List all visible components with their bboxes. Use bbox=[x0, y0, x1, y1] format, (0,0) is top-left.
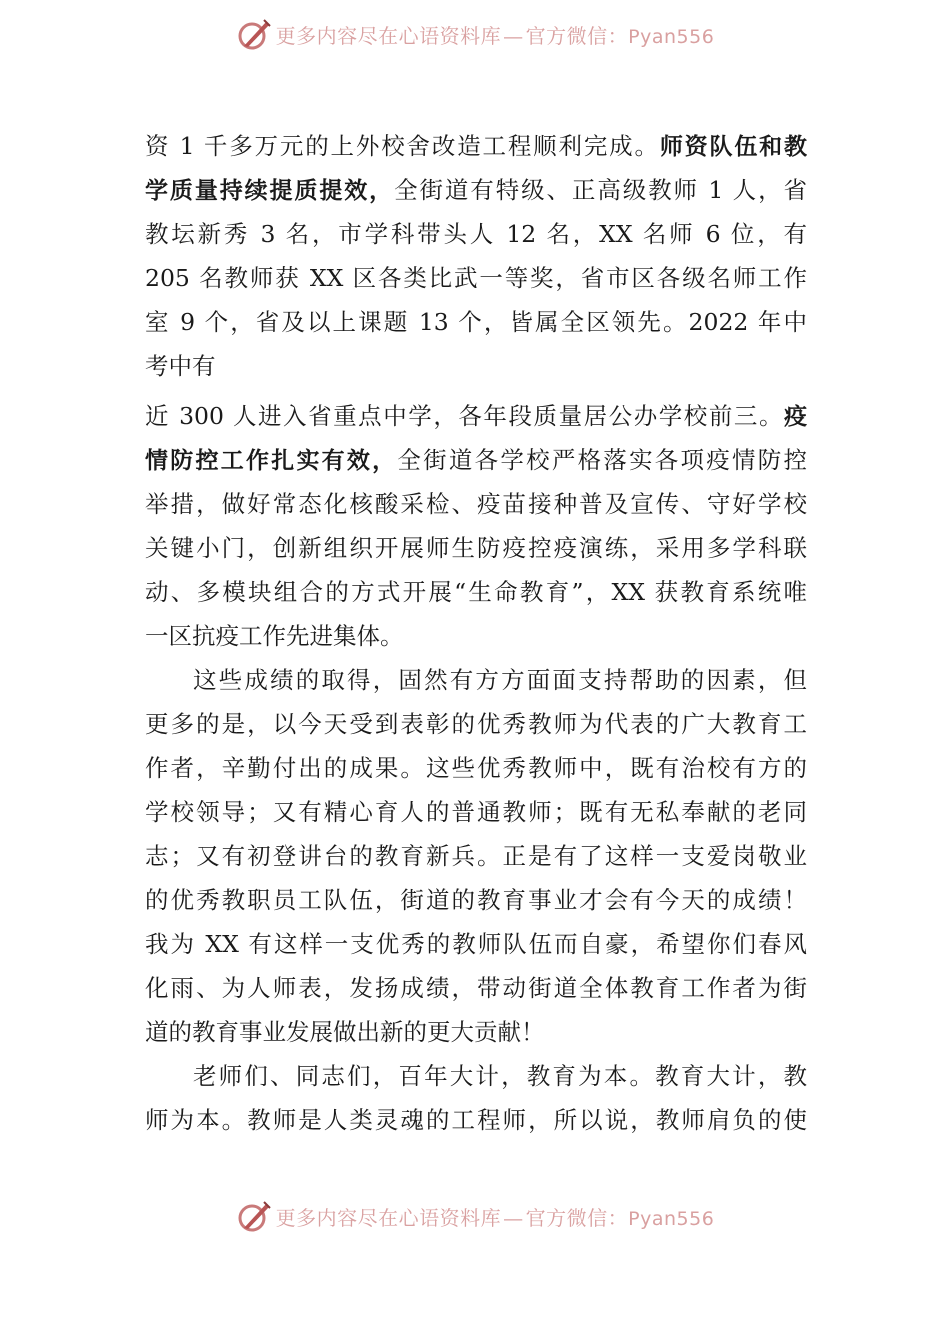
quill-pen-icon bbox=[236, 16, 272, 52]
text-line: 学质量持续提质提效，全街道有特级、正高级教师 1 人，省 bbox=[145, 176, 807, 204]
text-line: 教坛新秀 3 名，市学科带头人 12 名，XX 名师 6 位，有 bbox=[145, 220, 807, 248]
text-line: 学校领导；又有精心育人的普通教师；既有无私奉献的老同 bbox=[145, 798, 807, 826]
bold-heading: 情防控工作扎实有效， bbox=[145, 448, 398, 474]
text-line: 近 300 人进入省重点中学，各年段质量居公办学校前三。疫 bbox=[145, 402, 807, 430]
header-text: 更多内容尽在心语资料库 — 官方微信：Pyan556 bbox=[275, 23, 715, 48]
bold-heading: 师资队伍和教 bbox=[659, 134, 807, 160]
text-line: 化雨、为人师表，发扬成绩，带动街道全体教育工作者为街 bbox=[145, 974, 807, 1002]
text-line: 道的教育事业发展做出新的更大贡献！ bbox=[145, 1018, 545, 1046]
text-line: 的优秀教职员工队伍，街道的教育事业才会有今天的成绩！ bbox=[145, 886, 807, 914]
text-line: 更多的是，以今天受到表彰的优秀教师为代表的广大教育工 bbox=[145, 710, 807, 738]
text-line: 师为本。教师是人类灵魂的工程师，所以说，教师肩负的使 bbox=[145, 1106, 807, 1134]
header-banner bbox=[0, 14, 950, 54]
text-line: 一区抗疫工作先进集体。 bbox=[145, 622, 404, 650]
text-line: 资 1 千多万元的上外校舍改造工程顺利完成。师资队伍和教 bbox=[145, 132, 807, 160]
quill-pen-icon bbox=[236, 1198, 272, 1234]
text-line: 举措，做好常态化核酸采检、疫苗接种普及宣传、守好学校 bbox=[145, 490, 807, 518]
text-line: 室 9 个，省及以上课题 13 个，皆属全区领先。2022 年中 bbox=[145, 308, 807, 336]
footer-banner bbox=[0, 1196, 950, 1236]
paragraph-start: 这些成绩的取得，固然有方方面面支持帮助的因素，但 bbox=[193, 666, 807, 694]
paragraph-start: 老师们、同志们，百年大计，教育为本。教育大计，教 bbox=[193, 1062, 807, 1090]
text-line: 情防控工作扎实有效，全街道各学校严格落实各项疫情防控 bbox=[145, 446, 807, 474]
text-line: 志；又有初登讲台的教育新兵。正是有了这样一支爱岗敬业 bbox=[145, 842, 807, 870]
document-body bbox=[145, 124, 807, 1142]
text-line: 我为 XX 有这样一支优秀的教师队伍而自豪，希望你们春风 bbox=[145, 930, 807, 958]
text-line: 考中有 bbox=[145, 352, 216, 380]
bold-heading: 疫 bbox=[784, 404, 807, 430]
text-line: 动、多模块组合的方式开展“生命教育”，XX 获教育系统唯 bbox=[145, 578, 807, 606]
text-line: 205 名教师获 XX 区各类比武一等奖，省市区各级名师工作 bbox=[145, 264, 807, 292]
footer-text: 更多内容尽在心语资料库 — 官方微信：Pyan556 bbox=[275, 1205, 715, 1230]
text-line: 关键小门，创新组织开展师生防疫控疫演练，采用多学科联 bbox=[145, 534, 807, 562]
bold-heading: 学质量持续提质提效， bbox=[145, 178, 395, 204]
text-line: 作者，辛勤付出的成果。这些优秀教师中，既有治校有方的 bbox=[145, 754, 807, 782]
